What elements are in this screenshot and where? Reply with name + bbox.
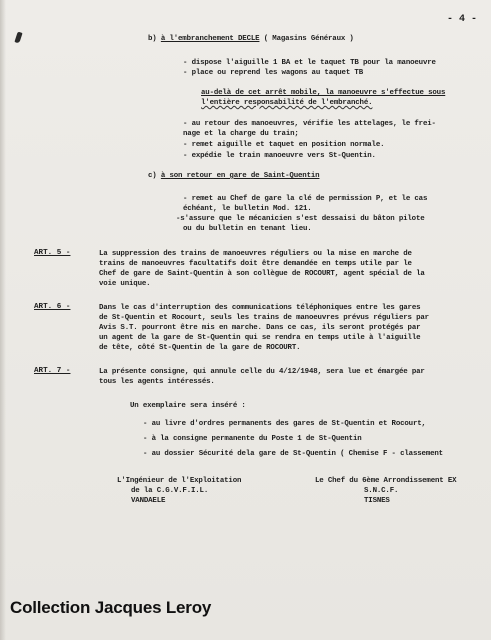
article-7-line-1: La présente consigne, qui annule celle du 4/12/1948, sera lue et émargée par [99,368,425,376]
section-c-heading [148,171,319,181]
article-6-label: ART. 6 - [34,303,71,311]
article-6-line-2: de St-Quentin et Rocourt, seuls les trains de manoeuvres prévus réguliers par [99,314,429,322]
section-b-item-3-cont: nage et la charge du train; [183,130,299,138]
section-c-heading-underlined: à son retour en gare de Saint-Quentin [160,172,320,180]
article-7-line-2: tous les agents intéressés. [99,378,215,386]
section-c-item-1: - remet au Chef de gare la clé de permission P, et le cas [183,195,428,203]
signature-right-org: S.N.C.F. [364,487,399,495]
scan-edge-shadow [0,0,6,640]
distribution-intro: Un exemplaire sera inséré : [130,402,246,410]
article-5-line-4: voie unique. [99,280,151,288]
section-b-item-3: - au retour des manoeuvres, vérifie les attelages, le frei- [183,120,436,128]
section-b-heading [148,34,354,44]
page-number: - 4 - [446,14,477,25]
section-b-heading-underlined: à l'embranchement DECLE [160,35,260,43]
article-6-line-1: Dans le cas d'interruption des communications téléphoniques entre les gares [99,304,421,312]
article-5-line-2: trains de manoeuvres facultatifs doit être demandée en temps utile par le [99,260,412,268]
distribution-item-3: - au dossier Sécurité dela gare de St-Quentin ( Chemise F - classement [143,450,443,458]
article-6-line-3: Avis S.T. pourront être mis en marche. Dans ce cas, ils seront protégés par [99,324,421,332]
section-b-item-5: - expédie le train manoeuvre vers St-Quentin. [183,152,376,160]
binding-mark [14,31,22,43]
article-6-line-4: un agent de la gare de St-Quentin qui se rendra en temps utile à l'aiguille [99,334,421,342]
article-7-label: ART. 7 - [34,367,71,375]
section-b-emphasis-2: l'entière responsabilité de l'embranché. [201,99,373,107]
section-b-prefix: b) [148,35,157,43]
signature-left-title: L'Ingénieur de l'Exploitation [117,477,242,485]
article-5-line-3: Chef de gare de Saint-Quentin à son collègue de ROCOURT, agent spécial de la [99,270,425,278]
article-6-line-5: de tête, côté St-Quentin de la gare de ROCOURT. [99,344,301,352]
section-c-item-2: -s'assure que le mécanicien s'est dessaisi du bâton pilote [176,215,425,223]
section-c-item-2-cont: ou du bulletin en tenant lieu. [183,225,312,233]
signature-right-name: TISNES [364,497,390,505]
section-b-item-1: - dispose l'aiguille 1 BA et le taquet TB pour la manoeuvre [183,59,436,67]
section-b-item-4: - remet aiguille et taquet en position normale. [183,141,385,149]
signature-left-name: VANDAELE [131,497,166,505]
signature-left-org: de la C.G.V.F.I.L. [131,487,209,495]
signature-right-title: Le Chef du 6ème Arrondissement EX [315,477,457,485]
distribution-item-1: - au livre d'ordres permanents des gares de St-Quentin et Rocourt, [143,420,426,428]
collection-watermark: Collection Jacques Leroy [10,598,212,617]
section-c-item-1-cont: échéant, le bulletin Mod. 121. [183,205,312,213]
article-5-label: ART. 5 - [34,249,71,257]
article-5-line-1: La suppression des trains de manoeuvres réguliers ou la mise en marche de [99,250,412,258]
section-c-prefix: c) [148,172,157,180]
section-b-item-2: - place ou reprend les wagons au taquet TB [183,69,363,77]
section-b-emphasis-1: au-delà de cet arrêt mobile, la manoeuvre s'effectue sous [201,89,446,97]
section-b-heading-suffix: ( Magasins Généraux ) [263,35,354,43]
distribution-item-2: - à la consigne permanente du Poste 1 de St-Quentin [143,435,362,443]
